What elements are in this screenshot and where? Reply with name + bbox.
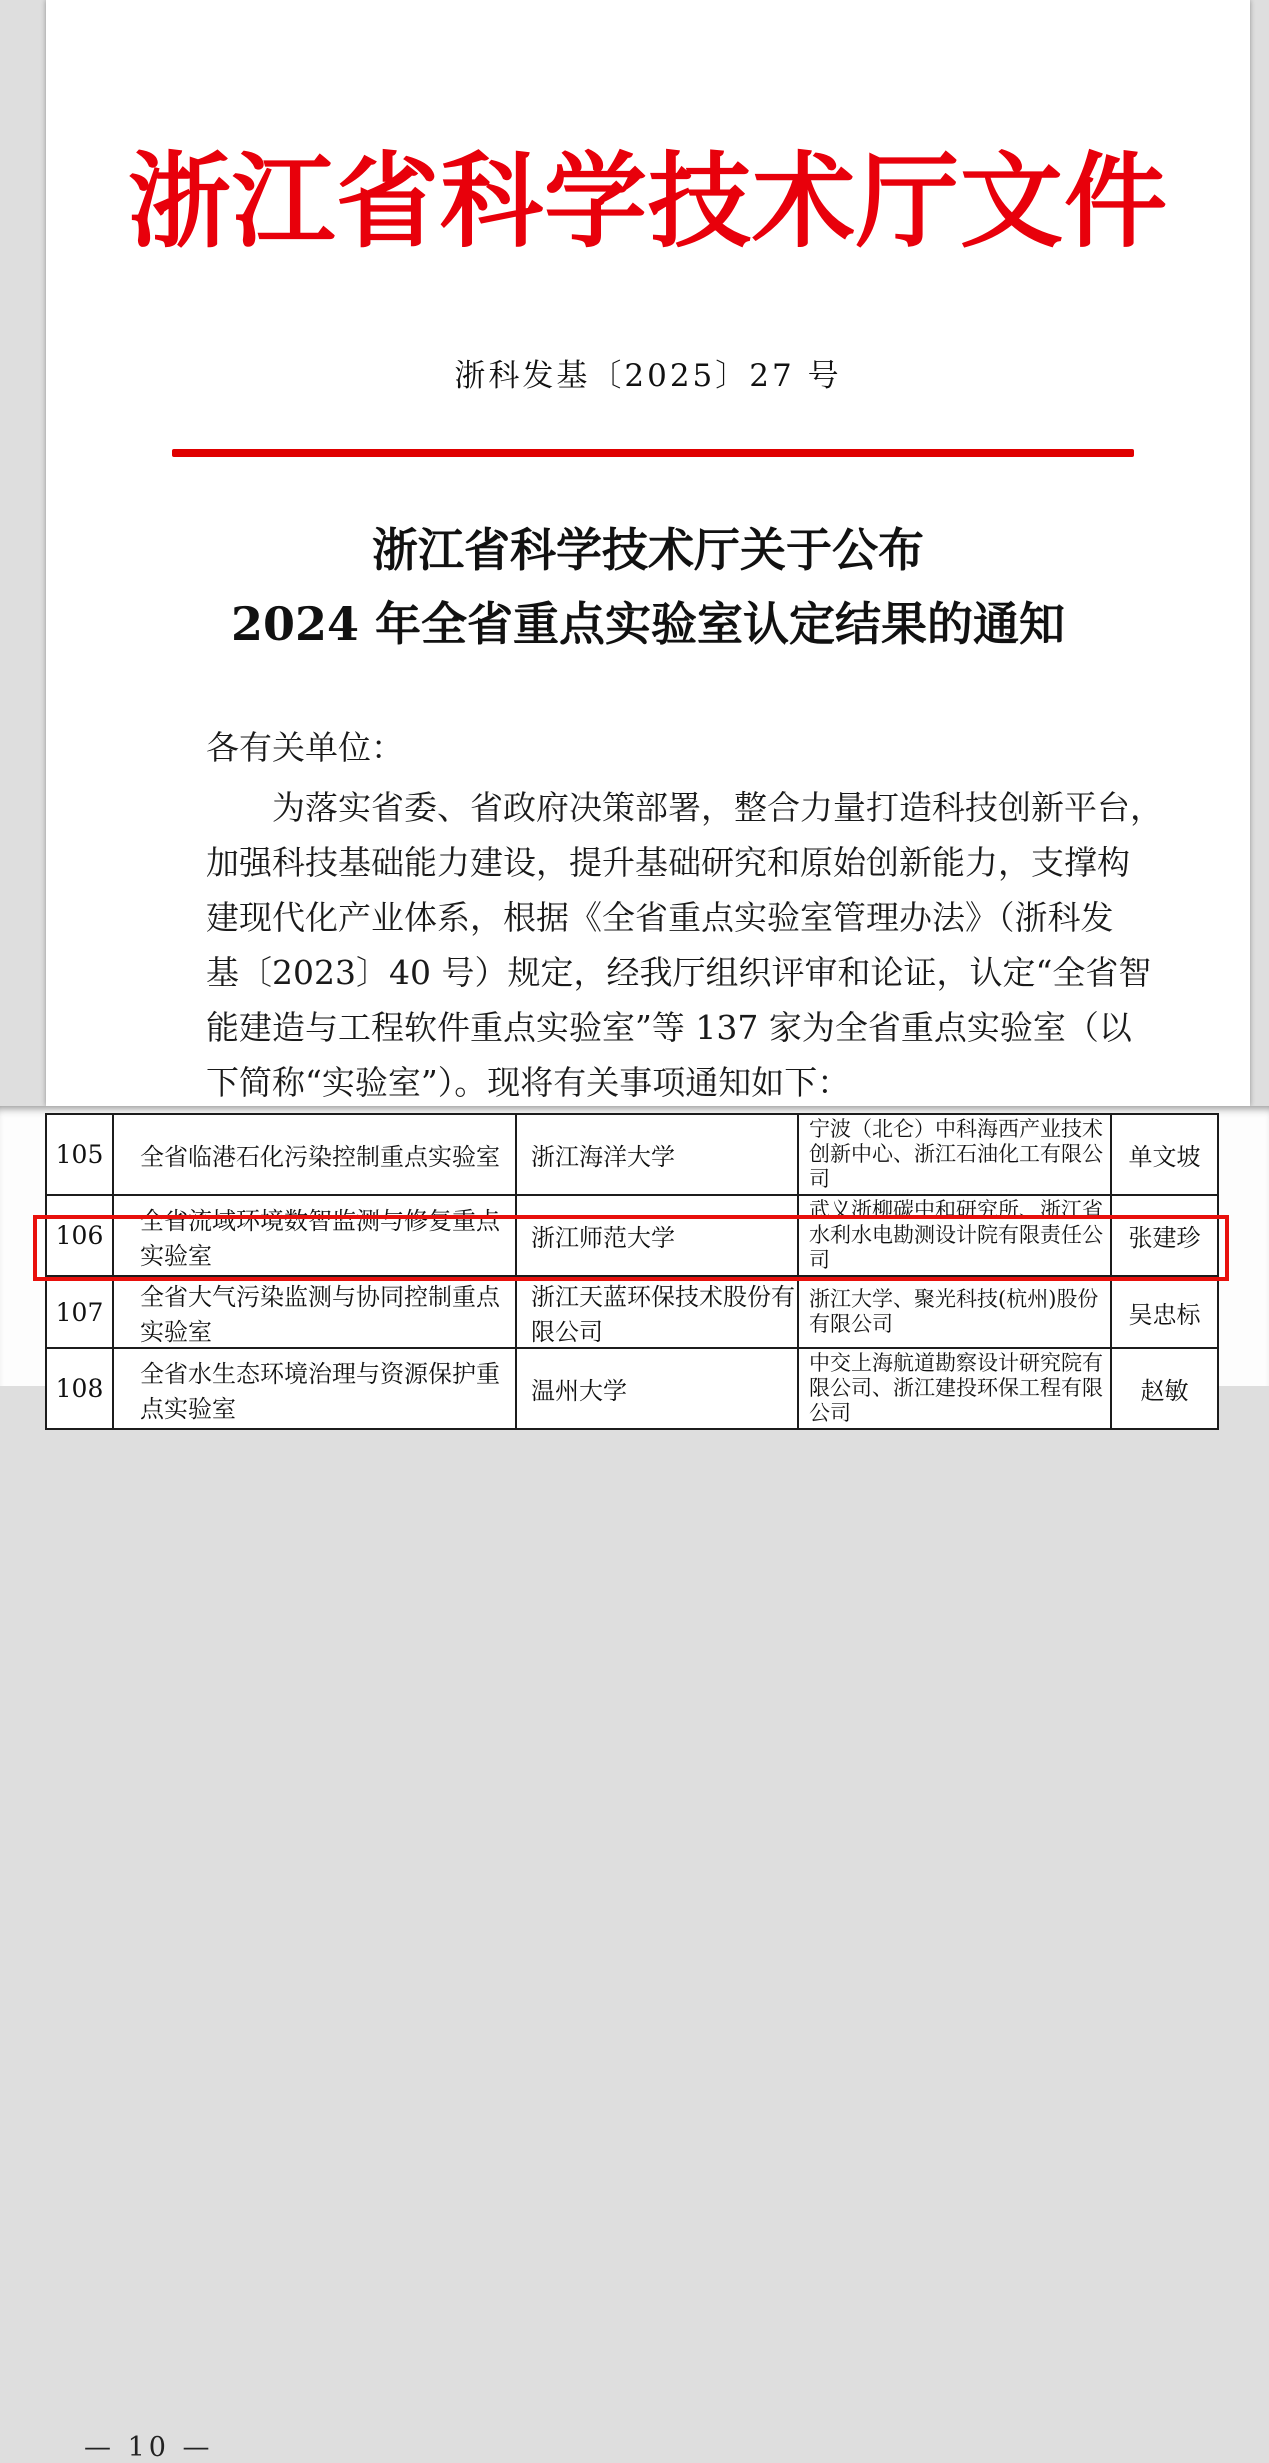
partner-units-cell: 中交上海航道勘察设计研究院有限公司、浙江建投环保工程有限公司 (798, 1348, 1111, 1429)
table-page-section (0, 1106, 1269, 2463)
document-title: 浙江省科学技术厅文件 (128, 141, 1168, 262)
director-cell: 吴忠标 (1111, 1276, 1218, 1348)
director-cell: 单文坡 (1111, 1114, 1218, 1195)
table-row (46, 1195, 1218, 1276)
notice-heading-line2: 2024 年全省重点实验室认定结果的通知 (230, 597, 1066, 651)
host-unit-cell: 浙江海洋大学 (516, 1114, 798, 1195)
partner-units-cell: 浙江大学、聚光科技(杭州)股份有限公司 (798, 1276, 1111, 1348)
body-line: 加强科技基础能力建设，提升基础研究和原始创新能力，支撑构 (206, 843, 1130, 882)
body-line: 建现代化产业体系，根据《全省重点实验室管理办法》（浙科发 (206, 898, 1114, 937)
body-paragraph (206, 780, 1163, 1110)
director-cell: 赵敏 (1111, 1348, 1218, 1429)
host-unit-cell: 浙江师范大学 (516, 1195, 798, 1276)
lab-name-cell: 全省水生态环境治理与资源保护重点实验室 (113, 1348, 516, 1429)
table-row (46, 1114, 1218, 1195)
salutation: 各有关单位： (206, 728, 404, 767)
host-unit-cell: 浙江天蓝环保技术股份有限公司 (516, 1276, 798, 1348)
body-line: 为落实省委、省政府决策部署，整合力量打造科技创新平台， (272, 788, 1163, 827)
partner-units-cell: 宁波（北仑）中科海西产业技术创新中心、浙江石油化工有限公司 (798, 1114, 1111, 1195)
table-row-highlighted (46, 1276, 1218, 1348)
page-number: — 10 — (84, 2432, 214, 2463)
body-line: 下简称“实验室”）。现将有关事项通知如下： (206, 1063, 851, 1102)
row-number-cell: 108 (46, 1348, 113, 1429)
director-cell: 张建珍 (1111, 1195, 1218, 1276)
red-divider-rule (172, 449, 1134, 457)
document-number: 浙科发基〔2025〕27 号 (454, 358, 842, 394)
body-line: 能建造与工程软件重点实验室”等 137 家为全省重点实验室（以 (206, 1008, 1132, 1047)
row-number-cell: 107 (46, 1276, 113, 1348)
lab-name-cell: 全省大气污染监测与协同控制重点实验室 (113, 1276, 516, 1348)
table-row (46, 1348, 1218, 1429)
body-line: 基〔2023〕40 号）规定，经我厅组织评审和论证，认定“全省智 (206, 953, 1152, 992)
laboratory-table (45, 1113, 1219, 1430)
row-number-cell: 106 (46, 1195, 113, 1276)
document-page (46, 0, 1250, 1106)
partner-units-cell: 武义浙柳碳中和研究所、浙江省水利水电勘测设计院有限责任公司 (798, 1195, 1111, 1276)
notice-heading-line1: 浙江省科学技术厅关于公布 (372, 523, 924, 577)
lab-name-cell: 全省临港石化污染控制重点实验室 (113, 1114, 516, 1195)
row-number-cell: 105 (46, 1114, 113, 1195)
host-unit-cell: 温州大学 (516, 1348, 798, 1429)
lab-name-cell: 全省流域环境数智监测与修复重点实验室 (113, 1195, 516, 1276)
